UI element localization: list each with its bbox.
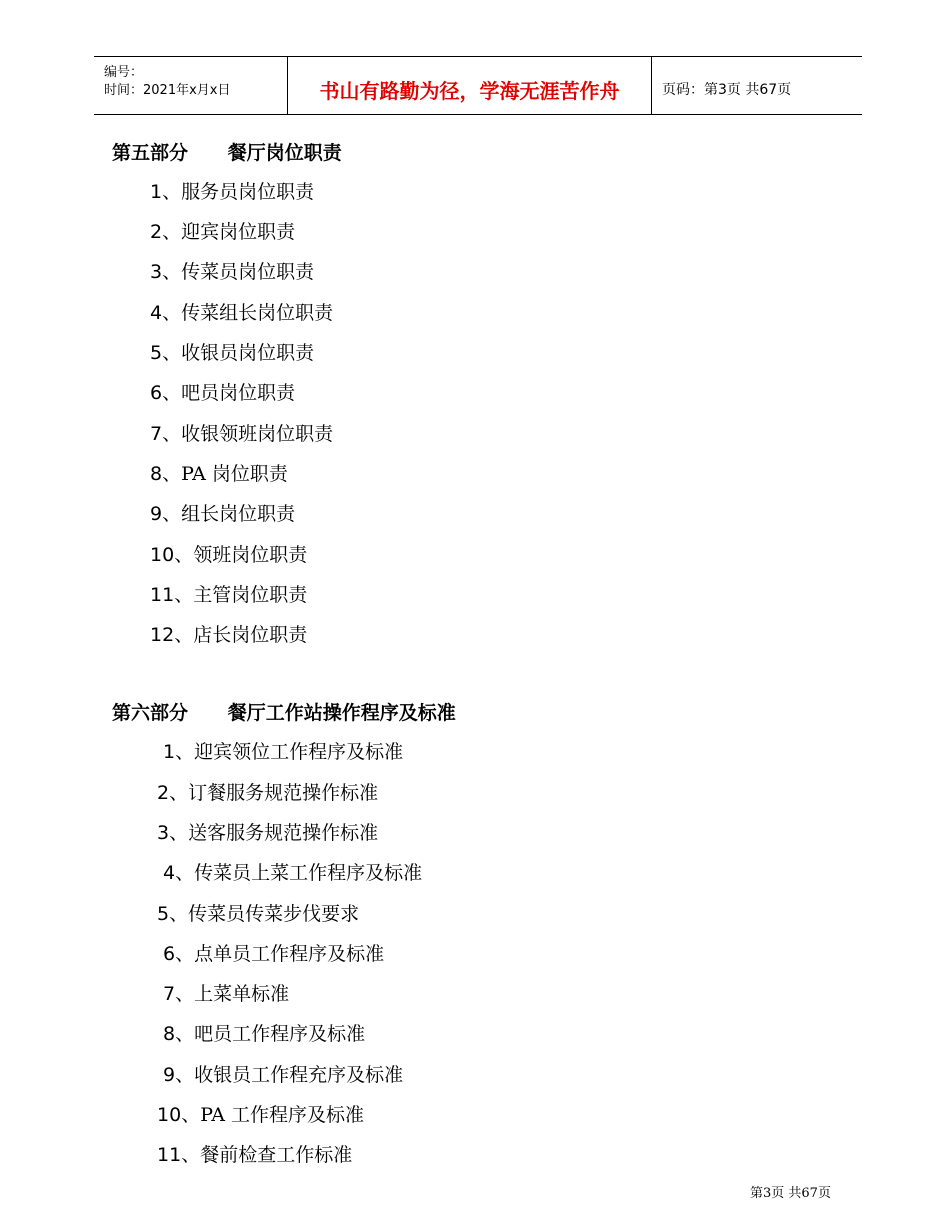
list-item: 8、吧员工作程序及标准 (163, 1023, 366, 1045)
list-item: 2、迎宾岗位职责 (150, 221, 296, 243)
list-item: 5、收银员岗位职责 (150, 342, 315, 364)
list-item: 5、传菜员传菜步伐要求 (157, 903, 360, 925)
list-item: 1、迎宾领位工作程序及标准 (163, 741, 404, 763)
document-date: 时间：2021年x月x日 (104, 83, 231, 98)
list-item: 9、组长岗位职责 (150, 503, 296, 525)
header-page-cell (652, 57, 862, 114)
list-item: 2、订餐服务规范操作标准 (157, 782, 379, 804)
list-item: 9、收银员工作程充序及标准 (163, 1064, 404, 1086)
list-item: 4、传菜组长岗位职责 (150, 302, 334, 324)
list-item: 11、餐前检查工作标准 (157, 1144, 353, 1166)
list-item: 10、PA 工作程序及标准 (157, 1104, 364, 1126)
list-item: 10、领班岗位职责 (150, 544, 308, 566)
list-item: 3、送客服务规范操作标准 (157, 822, 379, 844)
list-item: 1、服务员岗位职责 (150, 181, 315, 203)
list-item: 4、传菜员上菜工作程序及标准 (163, 862, 423, 884)
header-motto: 书山有路勤为径，学海无涯苦作舟 (319, 79, 620, 103)
document-number-label: 编号： (104, 65, 144, 80)
page-header (94, 56, 862, 115)
list-item: 6、点单员工作程序及标准 (163, 943, 385, 965)
page-footer: 第3页 共67页 (750, 1186, 831, 1201)
section-title-6: 第六部分 餐厅工作站操作程序及标准 (112, 702, 456, 724)
header-page-number: 页码：第3页 共67页 (662, 82, 792, 98)
list-item: 8、PA 岗位职责 (150, 463, 288, 485)
list-item: 12、店长岗位职责 (150, 624, 308, 646)
header-motto-cell (288, 57, 652, 114)
list-item: 7、收银领班岗位职责 (150, 423, 334, 445)
list-item: 7、上菜单标准 (163, 983, 290, 1005)
header-meta (94, 57, 288, 114)
list-item: 11、主管岗位职责 (150, 584, 308, 606)
list-item: 6、吧员岗位职责 (150, 382, 296, 404)
list-item: 3、传菜员岗位职责 (150, 261, 315, 283)
section-title-5: 第五部分 餐厅岗位职责 (112, 142, 342, 164)
